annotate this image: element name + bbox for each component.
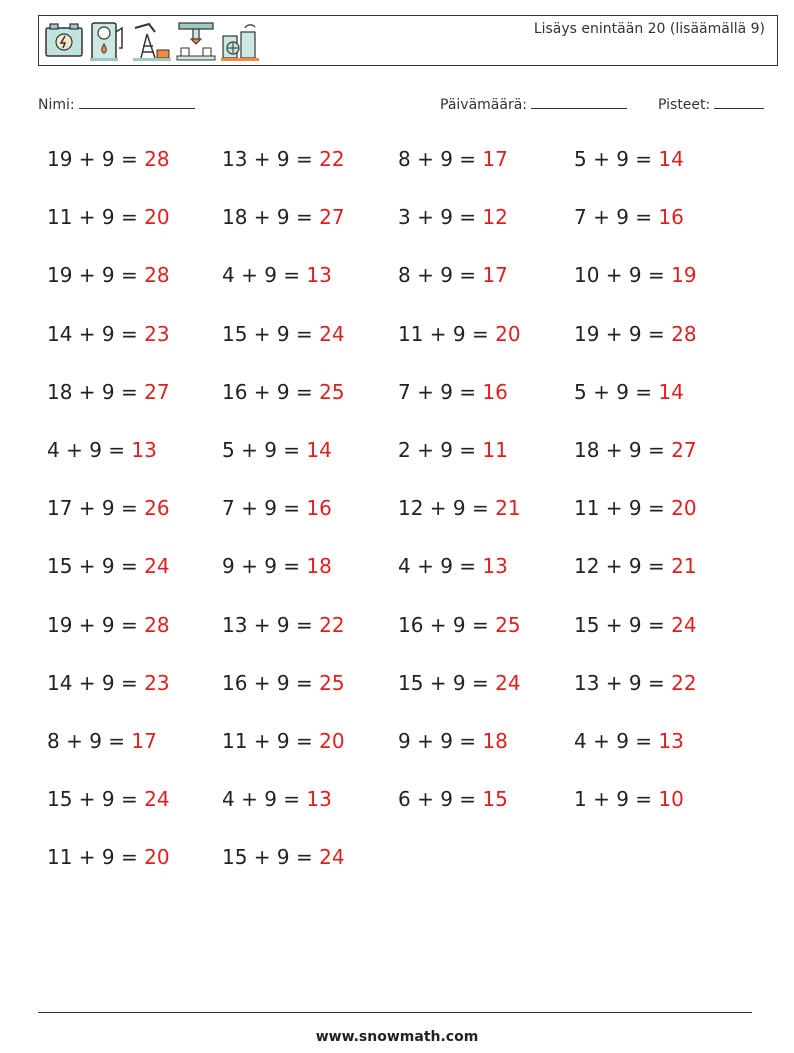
problem-question: 13 + 9 = [574, 670, 672, 695]
problem-question: 18 + 9 = [222, 205, 320, 230]
problem-item [574, 554, 697, 578]
problem-answer: 14 [306, 438, 332, 462]
problem-item [222, 729, 345, 753]
problem-item [222, 380, 345, 404]
fuel-pump-icon [87, 20, 129, 62]
problem-item [222, 554, 332, 578]
problem-item [398, 613, 521, 637]
problem-item [222, 322, 345, 346]
problem-item [574, 263, 697, 287]
problem-answer: 28 [144, 263, 170, 288]
problem-question: 11 + 9 = [222, 729, 320, 753]
problem-item [47, 671, 170, 695]
problem-item [47, 787, 170, 811]
problem-answer: 28 [144, 612, 170, 637]
problem-item [574, 438, 697, 462]
problem-question: 14 + 9 = [47, 321, 145, 346]
problem-question: 11 + 9 = [47, 845, 145, 870]
problem-answer: 14 [658, 379, 684, 404]
problem-answer: 24 [495, 670, 521, 695]
problem-item [47, 496, 170, 520]
problem-answer: 10 [658, 787, 684, 812]
problem-item [222, 496, 332, 520]
problem-question: 5 + 9 = [222, 438, 307, 462]
problem-answer: 20 [495, 321, 521, 346]
problem-question: 16 + 9 = [398, 612, 496, 637]
problem-answer: 20 [671, 496, 697, 521]
problem-answer: 20 [144, 205, 170, 230]
problem-question: 19 + 9 = [47, 612, 145, 637]
problem-answer: 17 [131, 729, 157, 753]
problem-question: 7 + 9 = [398, 379, 483, 404]
problem-question: 18 + 9 = [574, 438, 672, 462]
problem-question: 7 + 9 = [574, 205, 659, 230]
problem-answer: 24 [319, 845, 345, 870]
problem-answer: 20 [319, 729, 345, 753]
problem-item [222, 845, 345, 869]
problem-answer: 27 [671, 438, 697, 462]
problem-question: 19 + 9 = [47, 263, 145, 288]
problem-answer: 23 [144, 670, 170, 695]
problem-question: 19 + 9 = [47, 147, 145, 171]
problem-item [47, 322, 170, 346]
problem-item [574, 787, 684, 811]
problem-question: 4 + 9 = [47, 438, 132, 462]
problem-question: 16 + 9 = [222, 670, 320, 695]
problem-item [47, 729, 157, 753]
problem-item [222, 438, 332, 462]
footer-url: www.snowmath.com [315, 1029, 479, 1045]
industrial-press-icon [175, 20, 217, 62]
problem-item [574, 496, 697, 520]
problem-answer: 24 [319, 321, 345, 346]
problem-answer: 26 [144, 496, 170, 521]
factory-icon [219, 20, 261, 62]
problem-question: 8 + 9 = [398, 263, 483, 288]
problem-item [47, 380, 170, 404]
problem-item [574, 380, 684, 404]
problem-question: 13 + 9 = [222, 147, 320, 171]
problem-answer: 28 [144, 147, 170, 171]
problem-item [574, 729, 684, 753]
problem-item [574, 322, 697, 346]
problem-answer: 11 [482, 438, 508, 462]
date-label: Päivämäärä: [440, 97, 527, 113]
problem-question: 4 + 9 = [398, 554, 483, 579]
problem-item [222, 613, 345, 637]
problem-item [398, 438, 508, 462]
problem-item [574, 205, 684, 229]
problem-item [222, 263, 332, 287]
problem-answer: 20 [144, 845, 170, 870]
problem-answer: 27 [319, 205, 345, 230]
problem-answer: 22 [319, 612, 345, 637]
problem-item [398, 496, 521, 520]
problem-item [47, 613, 170, 637]
problem-item [398, 671, 521, 695]
problem-item [398, 205, 508, 229]
problem-question: 15 + 9 = [222, 321, 320, 346]
problem-question: 8 + 9 = [398, 147, 483, 171]
name-line[interactable] [79, 94, 195, 109]
problem-question: 19 + 9 = [574, 321, 672, 346]
problem-question: 18 + 9 = [47, 379, 145, 404]
problem-question: 9 + 9 = [398, 729, 483, 753]
battery-icon [43, 20, 85, 62]
problem-question: 12 + 9 = [398, 496, 496, 521]
problem-answer: 27 [144, 379, 170, 404]
problem-answer: 16 [658, 205, 684, 230]
problem-answer: 22 [671, 670, 697, 695]
problem-answer: 24 [144, 554, 170, 579]
problem-question: 4 + 9 = [222, 263, 307, 288]
problem-answer: 12 [482, 205, 508, 230]
problem-question: 15 + 9 = [398, 670, 496, 695]
problem-answer: 22 [319, 147, 345, 171]
problem-question: 15 + 9 = [222, 845, 320, 870]
problem-question: 15 + 9 = [47, 554, 145, 579]
problem-question: 16 + 9 = [222, 379, 320, 404]
problem-answer: 16 [482, 379, 508, 404]
problem-answer: 17 [482, 263, 508, 288]
problem-answer: 24 [671, 612, 697, 637]
oil-derrick-icon [131, 20, 173, 62]
problem-question: 11 + 9 = [47, 205, 145, 230]
date-line[interactable] [531, 94, 627, 109]
footer-divider [38, 1012, 752, 1013]
problem-answer: 13 [306, 263, 332, 288]
problem-item [47, 845, 170, 869]
problem-answer: 19 [671, 263, 697, 288]
problem-question: 4 + 9 = [222, 787, 307, 812]
problem-item [574, 613, 697, 637]
problem-question: 13 + 9 = [222, 612, 320, 637]
problem-answer: 13 [131, 438, 157, 462]
score-label: Pisteet: [658, 97, 711, 113]
problem-item [398, 787, 508, 811]
problem-answer: 18 [482, 729, 508, 753]
header-icons [43, 20, 261, 62]
problem-question: 2 + 9 = [398, 438, 483, 462]
problem-item [47, 263, 170, 287]
name-label: Nimi: [38, 97, 75, 113]
problem-item [222, 787, 332, 811]
problem-question: 10 + 9 = [574, 263, 672, 288]
problem-answer: 13 [306, 787, 332, 812]
problem-question: 15 + 9 = [574, 612, 672, 637]
problem-answer: 21 [671, 554, 697, 579]
problem-answer: 25 [495, 612, 521, 637]
problem-item [47, 205, 170, 229]
score-line[interactable] [714, 94, 764, 109]
problem-item [574, 671, 697, 695]
problem-question: 12 + 9 = [574, 554, 672, 579]
problem-item [398, 322, 521, 346]
worksheet-header [38, 15, 778, 66]
problem-item [47, 438, 157, 462]
problem-item [47, 147, 170, 171]
problem-item [398, 554, 508, 578]
date-field [440, 94, 627, 113]
problem-answer: 24 [144, 787, 170, 812]
problem-question: 11 + 9 = [398, 321, 496, 346]
problem-answer: 21 [495, 496, 521, 521]
problem-item [222, 205, 345, 229]
problem-item [222, 147, 345, 171]
name-field [38, 94, 195, 113]
problem-answer: 16 [306, 496, 332, 521]
problem-question: 8 + 9 = [47, 729, 132, 753]
problem-question: 6 + 9 = [398, 787, 483, 812]
problem-item [398, 380, 508, 404]
problem-answer: 18 [306, 554, 332, 579]
problem-answer: 13 [482, 554, 508, 579]
problem-answer: 15 [482, 787, 508, 812]
problem-question: 4 + 9 = [574, 729, 659, 753]
problem-answer: 14 [658, 147, 684, 171]
problem-answer: 23 [144, 321, 170, 346]
problem-item [398, 147, 508, 171]
score-field [658, 94, 764, 113]
problem-question: 7 + 9 = [222, 496, 307, 521]
problem-item [574, 147, 684, 171]
problem-answer: 28 [671, 321, 697, 346]
problem-question: 3 + 9 = [398, 205, 483, 230]
problem-item [398, 729, 508, 753]
problem-question: 15 + 9 = [47, 787, 145, 812]
problem-answer: 17 [482, 147, 508, 171]
problem-answer: 13 [658, 729, 684, 753]
problem-question: 5 + 9 = [574, 379, 659, 404]
problem-item [222, 671, 345, 695]
problem-question: 14 + 9 = [47, 670, 145, 695]
problem-question: 1 + 9 = [574, 787, 659, 812]
worksheet-title: Lisäys enintään 20 (lisäämällä 9) [533, 21, 765, 37]
problem-question: 5 + 9 = [574, 147, 659, 171]
problem-answer: 25 [319, 670, 345, 695]
problem-item [398, 263, 508, 287]
problem-question: 11 + 9 = [574, 496, 672, 521]
problem-item [47, 554, 170, 578]
problem-question: 17 + 9 = [47, 496, 145, 521]
problem-question: 9 + 9 = [222, 554, 307, 579]
problem-answer: 25 [319, 379, 345, 404]
